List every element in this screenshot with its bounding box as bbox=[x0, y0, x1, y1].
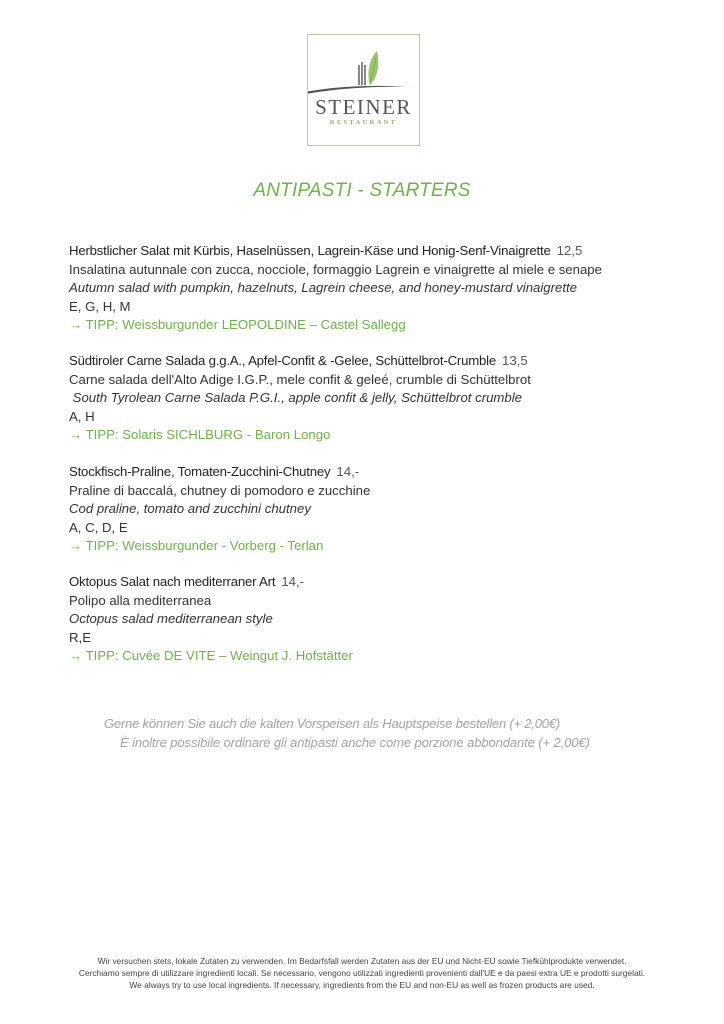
wine-tip: → TIPP: Weissburgunder LEOPOLDINE – Castel Sallegg bbox=[69, 317, 406, 332]
main-course-note-it: È inoltre possibile ordinare gli antipasti anche come porzione abbondante (+ 2,00€) bbox=[120, 735, 590, 750]
dish-name-it: Insalatina autunnale con zucca, nocciole, formaggio Lagrein e vinaigrette al miele e senape bbox=[69, 261, 602, 277]
logo-name: STEINER bbox=[315, 95, 412, 119]
dish-name-it: Carne salada dell'Alto Adige I.G.P., mele confit & geleé, crumble di Schüttelbrot bbox=[69, 371, 531, 387]
dish-name-en: South Tyrolean Carne Salada P.G.I., apple confit & jelly, Schüttelbrot crumble bbox=[69, 390, 523, 405]
dish-item bbox=[69, 573, 689, 666]
dish-price: 14,- bbox=[336, 464, 360, 479]
dish-name-de: Stockfisch-Praline, Tomaten-Zucchini-Chutney bbox=[69, 464, 331, 479]
dish-item bbox=[69, 463, 689, 556]
footer-line-en: We always try to use local ingredients. If necessary, ingredients from the EU and non-EU as well as frozen products are used. bbox=[129, 980, 595, 990]
dish-allergens: A, C, D, E bbox=[69, 519, 128, 535]
logo-subtitle: RESTAURANT bbox=[329, 119, 398, 126]
dish-name-de: Herbstlicher Salat mit Kürbis, Haselnüssen, Lagrein-Käse und Honig-Senf-Vinaigrette bbox=[69, 243, 551, 258]
dish-name-en: Cod praline, tomato and zucchini chutney bbox=[69, 501, 311, 516]
footer-line-de: Wir versuchen stets, lokale Zutaten zu verwenden. Im Bedarfsfall werden Zutaten aus der EU und Nicht-EU sowie Tiefkühlprodukte verwendet. bbox=[97, 956, 627, 966]
footer-line-it: Cerchiamo sempre di utilizzare ingredienti locali. Se necessario, vengono utilizzati ingredienti provenienti dall'UE e da paesi extra UE e prodotti surgelati. bbox=[78, 968, 646, 978]
main-course-note-de: Gerne können Sie auch die kalten Vorspeisen als Hauptspeise bestellen (+ 2,00€) bbox=[104, 716, 560, 731]
dish-price: 12,5 bbox=[556, 243, 583, 258]
wine-tip: → TIPP: Cuvée DE VITE – Weingut J. Hofstätter bbox=[69, 648, 353, 663]
dish-price: 13,5 bbox=[502, 353, 528, 368]
dish-name-en: Autumn salad with pumpkin, hazelnuts, Lagrein cheese, and honey-mustard vinaigrette bbox=[69, 280, 578, 295]
ingredients-footer bbox=[0, 955, 724, 991]
dish-allergens: A, H bbox=[69, 408, 95, 424]
section-title: ANTIPASTI - STARTERS bbox=[253, 180, 471, 201]
dish-name-it: Polipo alla mediterranea bbox=[69, 592, 212, 608]
dish-name-de: Südtiroler Carne Salada g.g.A., Apfel-Confit & -Gelee, Schüttelbrot-Crumble bbox=[69, 353, 496, 368]
dish-item bbox=[69, 242, 689, 335]
dish-name-de: Oktopus Salat nach mediterraner Art bbox=[69, 574, 276, 589]
wine-tip: → TIPP: Weissburgunder - Vorberg - Terlan bbox=[69, 538, 324, 553]
dish-name-en: Octopus salad mediterranean style bbox=[69, 611, 273, 626]
restaurant-logo bbox=[307, 34, 420, 146]
wine-tip: → TIPP: Solaris SICHLBURG - Baron Longo bbox=[69, 427, 331, 442]
dish-name-it: Praline di baccalá, chutney di pomodoro e zucchine bbox=[69, 482, 371, 498]
dish-allergens: R,E bbox=[69, 629, 91, 645]
dish-price: 14,- bbox=[281, 574, 305, 589]
dish-allergens: E, G, H, M bbox=[69, 298, 131, 314]
dish-item bbox=[69, 352, 689, 445]
leaf-fork-icon bbox=[308, 35, 421, 147]
